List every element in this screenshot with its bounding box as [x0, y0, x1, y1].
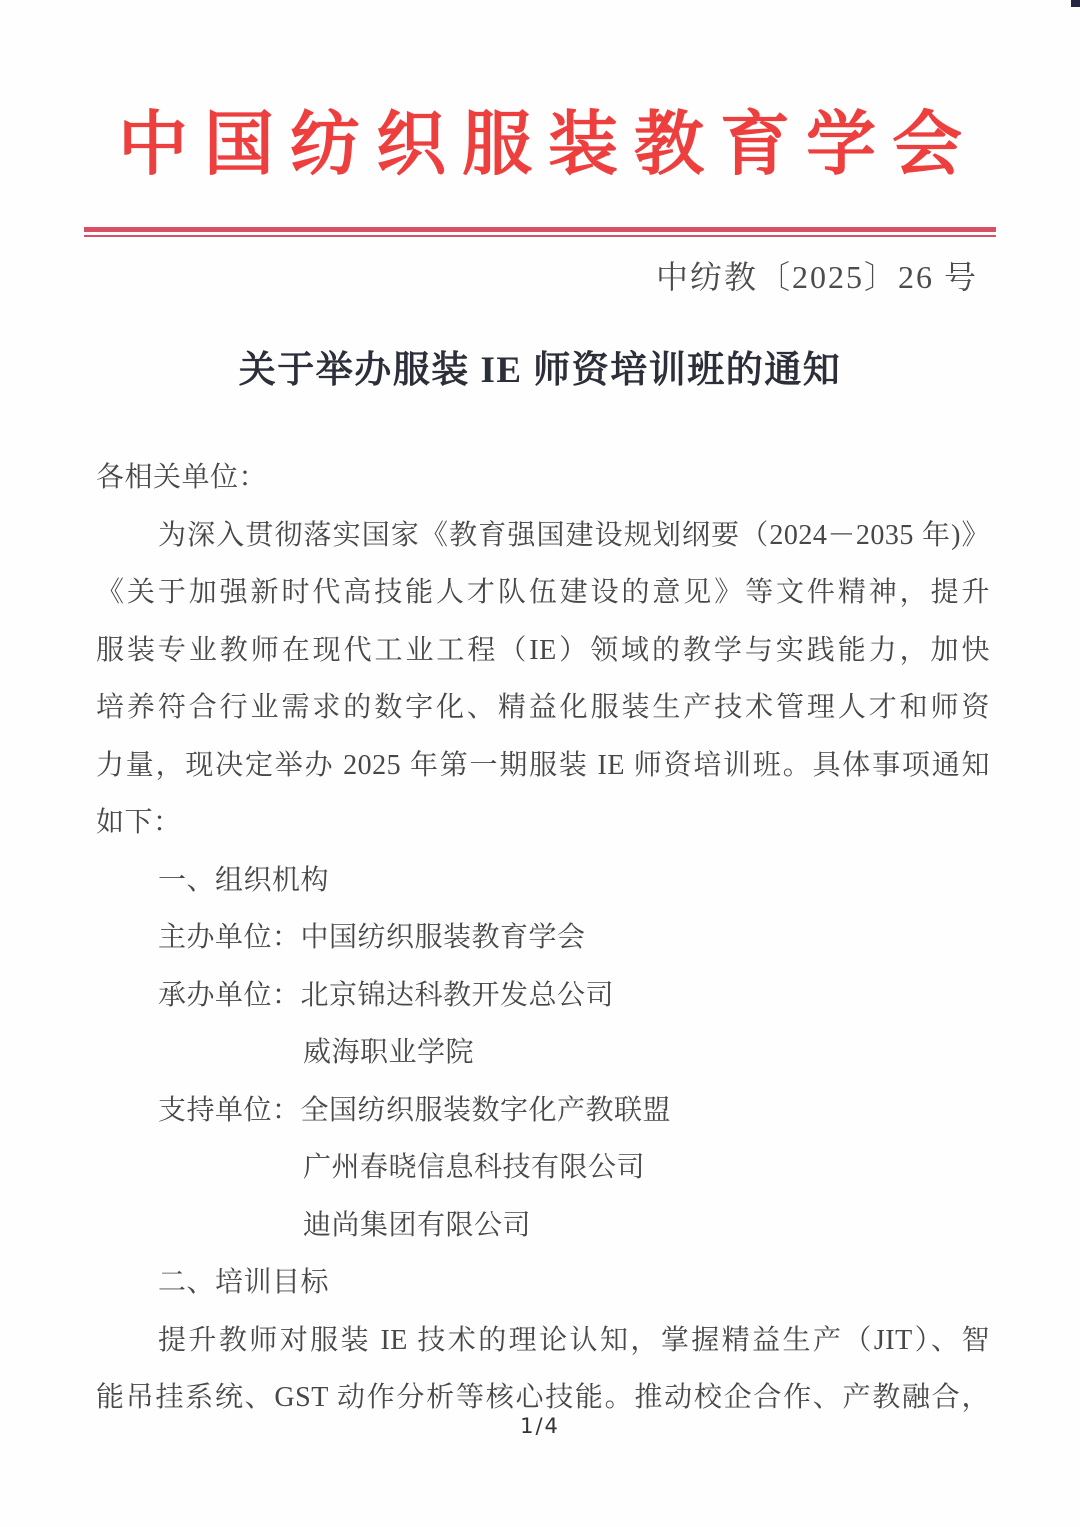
body-line: 能吊挂系统、GST 动作分析等核心技能。推动校企合作、产教融合， [96, 1382, 990, 1413]
body-line: 服装专业教师在现代工业工程（IE）领域的教学与实践能力，加快 [96, 634, 990, 666]
letterhead-org-name: 中国纺织服装教育学会 [118, 107, 978, 184]
body-line: 为深入贯彻落实国家《教育强国建设规划纲要（2024－2035 年)》 [158, 519, 990, 551]
letterhead-divider-rule [84, 227, 996, 237]
body-line: 主办单位：中国纺织服装教育学会 [158, 922, 586, 953]
document-reference-number: 中纺教〔2025〕26 号 [655, 259, 978, 295]
body-line: 威海职业学院 [303, 1037, 475, 1068]
notice-title: 关于举办服装 IE 师资培训班的通知 [238, 350, 842, 391]
body-line: 承办单位：北京锦达科教开发总公司 [158, 979, 615, 1011]
body-line: 一、组织机构 [158, 864, 330, 896]
body-line: 支持单位：全国纺织服装数字化产教联盟 [158, 1094, 672, 1126]
notice-body-text [96, 449, 990, 1427]
body-line: 力量，现决定举办 2025 年第一期服装 IE 师资培训班。具体事项通知 [96, 749, 990, 781]
body-line: 各相关单位： [96, 462, 268, 493]
body-line: 《关于加强新时代高技能人才队伍建设的意见》等文件精神，提升 [96, 577, 990, 608]
body-line: 提升教师对服装 IE 技术的理论认知，掌握精益生产（JIT）、智 [158, 1324, 990, 1356]
page-number: 1/4 [520, 1414, 560, 1438]
body-line: 迪尚集团有限公司 [303, 1209, 532, 1241]
body-line: 培养符合行业需求的数字化、精益化服装生产技术管理人才和师资 [96, 692, 990, 723]
body-line: 广州春晓信息科技有限公司 [303, 1152, 646, 1183]
body-line: 如下： [96, 807, 182, 838]
scan-artifact-speck [1071, 0, 1080, 7]
body-line: 二、培训目标 [158, 1267, 330, 1298]
